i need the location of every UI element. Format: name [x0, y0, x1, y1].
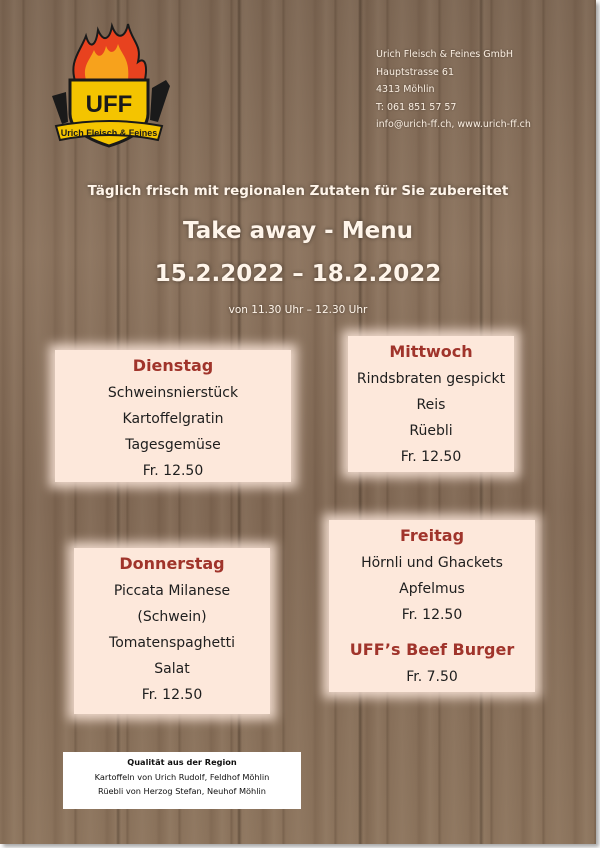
menu-card-freitag	[329, 520, 535, 692]
menu-item: Tagesgemüse	[125, 437, 221, 453]
logo-banner: Urich Fleisch & Feines	[60, 128, 158, 138]
menu-item: Apfelmus	[399, 581, 465, 597]
menu-item: Salat	[154, 661, 190, 677]
logo-initials: UFF	[85, 91, 133, 118]
menu-day: Freitag	[399, 526, 465, 545]
quality-line: Kartoffeln von Urich Rudolf, Feldhof Möhlin	[94, 771, 270, 782]
quality-line: Rüebli von Herzog Stefan, Neuhof Möhlin	[98, 786, 266, 796]
company-contact: info@urich-ff.ch, www.urich-ff.ch	[376, 119, 531, 131]
menu-item: Hörnli und Ghackets	[361, 555, 503, 571]
company-phone: T: 061 851 57 57	[376, 101, 457, 113]
company-name: Urich Fleisch & Feines GmbH	[376, 49, 514, 60]
opening-hours: von 11.30 Uhr – 12.30 Uhr	[228, 304, 368, 316]
uff-logo	[46, 22, 172, 150]
company-city: 4313 Möhlin	[376, 84, 435, 96]
menu-day: Mittwoch	[389, 342, 473, 361]
burger-price: Fr. 7.50	[406, 669, 458, 685]
menu-day: Donnerstag	[119, 554, 225, 573]
company-street: Hauptstrasse 61	[376, 66, 454, 78]
menu-price: Fr. 12.50	[401, 607, 463, 623]
burger-title: UFF’s Beef Burger	[349, 640, 515, 659]
quality-heading: Qualität aus der Region	[127, 757, 237, 767]
company-address	[376, 46, 531, 134]
tagline: Täglich frisch mit regionalen Zutaten für Sie zubereitet	[87, 183, 509, 199]
menu-day: Dienstag	[132, 356, 214, 375]
date-range: 15.2.2022 – 18.2.2022	[154, 261, 442, 287]
menu-item: Schweinsnierstück	[107, 385, 239, 401]
menu-item: Tomatenspaghetti	[109, 635, 235, 651]
menu-card-dienstag	[55, 350, 291, 482]
menu-item: Kartoffelgratin	[122, 411, 224, 427]
menu-price: Fr. 12.50	[400, 449, 462, 465]
page-title: Take away - Menu	[183, 218, 413, 244]
menu-price: Fr. 12.50	[142, 463, 204, 479]
knife-icon	[150, 80, 170, 122]
menu-card-donnerstag	[74, 548, 270, 714]
menu-item: (Schwein)	[137, 609, 207, 625]
fork-icon	[52, 92, 68, 124]
regional-quality-box	[63, 752, 301, 809]
menu-item: Reis	[416, 397, 446, 413]
menu-price: Fr. 12.50	[141, 687, 203, 703]
menu-item: Piccata Milanese	[113, 583, 231, 599]
menu-item: Rindsbraten gespickt	[356, 371, 506, 387]
menu-item: Rüebli	[409, 423, 453, 439]
menu-card-mittwoch	[348, 336, 514, 472]
